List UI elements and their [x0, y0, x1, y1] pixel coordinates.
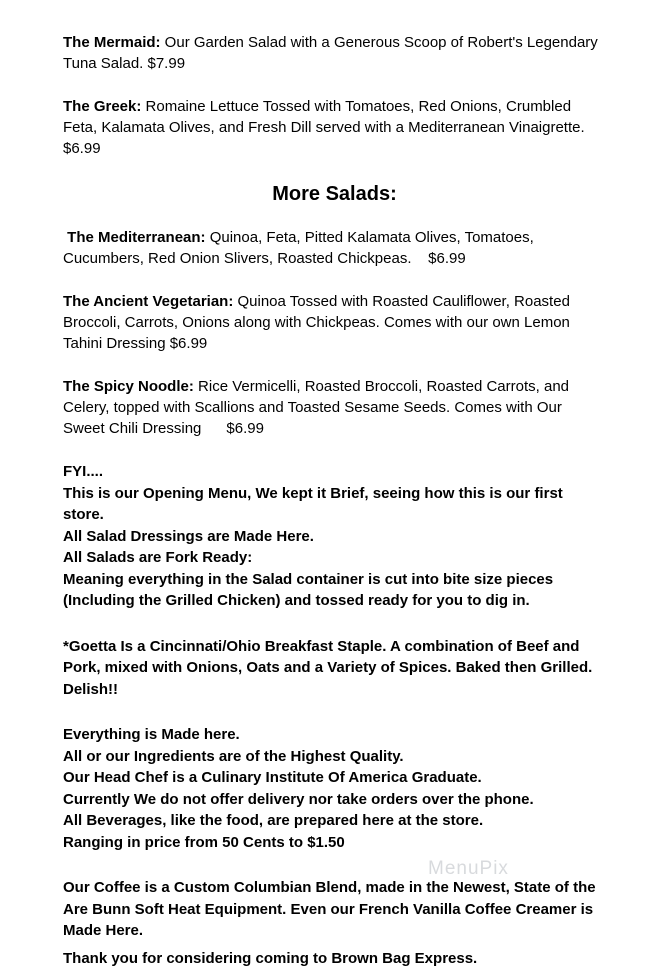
item-name: The Greek: — [63, 98, 141, 115]
item-name: The Spicy Noodle: — [63, 378, 194, 395]
note-line: Our Coffee is a Custom Columbian Blend, made in the Newest, State of the Are Bunn Soft Heat Equipment. Even our French Vanilla Coffee Creamer is Made Here. — [63, 877, 606, 942]
coffee-note — [63, 877, 606, 969]
item-name: The Ancient Vegetarian: — [63, 293, 233, 310]
item-description: Our Garden Salad with a Generous Scoop of Robert's Legendary Tuna Salad. $7.99 — [63, 34, 602, 72]
item-description: Rice Vermicelli, Roasted Broccoli, Roasted Carrots, and Celery, topped with Scallions and Toasted Sesame Seeds. Comes with Our Sweet Chili Dressing $6.99 — [63, 378, 573, 437]
watermark: MenuPix — [428, 858, 509, 880]
quality-note — [63, 724, 606, 853]
section-heading-more-salads: More Salads: — [63, 181, 606, 207]
menu-item-ancient-vegetarian — [63, 291, 606, 354]
goetta-note — [63, 636, 606, 701]
menu-item-mediterranean — [63, 227, 606, 269]
note-line: FYI.... — [63, 461, 606, 483]
item-description: Quinoa, Feta, Pitted Kalamata Olives, Tomatoes, Cucumbers, Red Onion Slivers, Roasted Chickpeas. $6.99 — [63, 229, 538, 267]
fyi-note — [63, 461, 606, 612]
note-line: All Salads are Fork Ready: — [63, 547, 606, 569]
item-name: The Mediterranean: — [63, 229, 206, 246]
note-line: Our Head Chef is a Culinary Institute Of America Graduate. — [63, 767, 606, 789]
thank-you-line: Thank you for considering coming to Brown Bag Express. — [63, 948, 606, 969]
menu-item-spicy-noodle — [63, 376, 606, 439]
note-line: All Salad Dressings are Made Here. — [63, 526, 606, 548]
note-line: Meaning everything in the Salad container is cut into bite size pieces (Including the Grilled Chicken) and tossed ready for you to dig in. — [63, 569, 606, 612]
note-line: This is our Opening Menu, We kept it Brief, seeing how this is our first store. — [63, 483, 606, 526]
item-description: Quinoa Tossed with Roasted Cauliflower, Roasted Broccoli, Carrots, Onions along with Chickpeas. Comes with our own Lemon Tahini Dressing $6.99 — [63, 293, 574, 352]
note-line: Everything is Made here. — [63, 724, 606, 746]
item-description: Romaine Lettuce Tossed with Tomatoes, Red Onions, Crumbled Feta, Kalamata Olives, and Fresh Dill served with a Mediterranean Vinaigrette. $6.99 — [63, 98, 605, 157]
menu-item-greek — [63, 96, 606, 159]
note-line: *Goetta Is a Cincinnati/Ohio Breakfast Staple. A combination of Beef and Pork, mixed with Onions, Oats and a Variety of Spices. Baked then Grilled. Delish!! — [63, 636, 606, 701]
item-name: The Mermaid: — [63, 34, 161, 51]
menu-item-mermaid — [63, 32, 606, 74]
note-line: All or our Ingredients are of the Highest Quality. — [63, 746, 606, 768]
note-line: Currently We do not offer delivery nor take orders over the phone. — [63, 789, 606, 811]
note-line: All Beverages, like the food, are prepared here at the store. — [63, 810, 606, 832]
note-line: Ranging in price from 50 Cents to $1.50 — [63, 832, 606, 854]
